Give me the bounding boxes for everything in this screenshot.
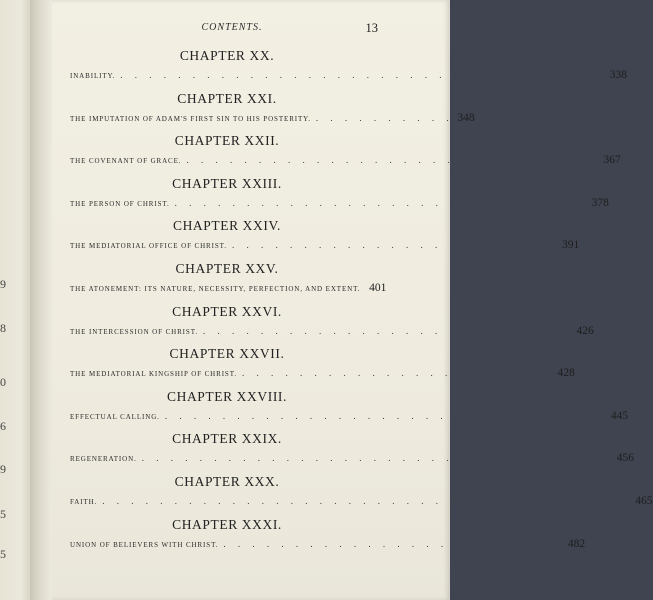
chapter-page-number: 378 [591, 196, 609, 209]
facing-page-digit: 0 [0, 375, 6, 389]
chapter-page-number: 426 [576, 324, 594, 337]
chapter-page-number: 367 [603, 154, 621, 167]
toc-line [70, 279, 387, 297]
dot-leader: . . . . . . . . . . . . . . . . . . . . . . . . . . . . . . . . . [141, 453, 613, 464]
chapter-title: THE ATONEMENT: ITS NATURE, NECESSITY, PERFECTION, AND EXTENT. [70, 284, 361, 293]
toc-line [70, 535, 586, 553]
dot-leader: . . . . . . . . . . . . . . . . . . . . . . . . . . . . . . . . . . [120, 70, 606, 80]
facing-page-digit: 8 [0, 321, 6, 335]
chapter-heading: CHAPTER XXVII. [169, 346, 285, 362]
toc-entry [70, 216, 580, 259]
chapter-page-number: 465 [635, 494, 653, 507]
chapter-page-number: 445 [610, 409, 629, 422]
chapter-heading: CHAPTER XXVI. [172, 303, 282, 319]
chapter-title: UNION OF BELIEVERS WITH CHRIST. [70, 540, 219, 549]
facing-page-digit: 6 [0, 419, 6, 433]
chapter-title: EFFECTUAL CALLING. [70, 412, 160, 421]
running-title: CONTENTS. [201, 22, 263, 33]
facing-page-digit: 5 [0, 547, 6, 561]
toc-line [70, 407, 629, 425]
toc-line [70, 194, 609, 212]
toc-line [70, 109, 475, 127]
chapter-page-number: 391 [561, 239, 580, 252]
toc-line [70, 322, 594, 340]
toc-line [70, 236, 580, 254]
toc-entry [70, 429, 634, 472]
dot-leader: . . . . . . . . . . . . . . . . . . . . . . [242, 368, 554, 379]
chapter-page-number: 482 [567, 537, 586, 550]
page-number: 13 [365, 21, 378, 35]
toc-line [70, 66, 627, 84]
dot-leader: . . . . . . . . . . . . . . . . . . . . . . . . . . . . . [174, 197, 588, 208]
toc-entry [70, 515, 586, 558]
chapter-title: THE MEDIATORIAL KINGSHIP OF CHRIST. [70, 370, 238, 379]
chapter-title: THE INTERCESSION OF CHRIST. [70, 327, 199, 336]
facing-page-digit: 9 [0, 277, 6, 291]
chapter-heading: CHAPTER XXVIII. [167, 388, 287, 404]
facing-page-digit: 5 [0, 507, 6, 521]
toc-line [70, 364, 575, 382]
toc-entry [70, 174, 609, 217]
chapter-heading: CHAPTER XXIX. [172, 431, 282, 447]
toc-entry [70, 46, 627, 89]
chapter-title: REGENERATION. [70, 455, 137, 464]
chapter-title: FAITH. [70, 497, 98, 506]
chapter-heading: CHAPTER XXXI. [172, 516, 282, 532]
chapter-page-number: 456 [616, 452, 634, 465]
toc-entry [70, 259, 387, 302]
dot-leader: . . . . . . . . . . . . . . . . . . . . . . . . [223, 538, 565, 549]
chapter-heading: CHAPTER XXV. [175, 260, 279, 276]
chapter-title: INABILITY. [70, 72, 116, 80]
chapter-title: THE MEDIATORIAL OFFICE OF CHRIST. [70, 242, 227, 251]
dot-leader: . . . . . . . . . . . . . . . . . . . . . . . [231, 240, 559, 251]
chapter-page-number: 338 [609, 69, 627, 81]
chapter-heading: CHAPTER XXIV. [172, 218, 282, 234]
toc-entry [70, 344, 575, 387]
chapter-page-number: 401 [369, 281, 387, 294]
toc-entry [70, 131, 621, 174]
dot-leader: . . . . . . . . . . . . . . . . . . . . . . . . . . . . . . . [164, 410, 608, 421]
chapter-heading: CHAPTER XX. [179, 48, 275, 63]
dot-leader: . . . . . . . . . . [315, 112, 454, 123]
chapter-heading: CHAPTER XXII. [174, 133, 280, 149]
facing-page-digit: 9 [0, 462, 6, 476]
dot-leader: . . . . . . . . . . . . . . . . . . . . . . . . . . . . . [186, 155, 600, 166]
chapter-heading: CHAPTER XXI. [177, 90, 277, 106]
toc-entry [70, 302, 594, 345]
dot-leader: . . . . . . . . . . . . . . . . . . . . . . . . . . . . . . . . . . . . . [102, 495, 632, 506]
toc-entry [70, 472, 653, 515]
book-gutter [30, 0, 52, 600]
facing-page-edge [0, 0, 30, 600]
running-head [52, 22, 450, 38]
chapter-page-number: 428 [557, 367, 575, 380]
toc-entry [70, 387, 629, 430]
chapter-title: THE PERSON OF CHRIST. [70, 199, 170, 208]
toc-entry [70, 89, 475, 132]
chapter-page-number: 348 [457, 111, 475, 124]
toc-line [70, 492, 653, 510]
chapter-title: THE COVENANT OF GRACE. [70, 157, 182, 166]
contents-page [52, 0, 653, 600]
toc-line [70, 151, 621, 169]
chapter-heading: CHAPTER XXX. [174, 473, 280, 489]
dot-leader: . . . . . . . . . . . . . . . . . . . . . . . . . . [203, 325, 573, 336]
toc-line [70, 449, 634, 467]
table-of-contents [70, 46, 653, 557]
chapter-heading: CHAPTER XXIII. [172, 175, 282, 191]
chapter-title: THE IMPUTATION OF ADAM'S FIRST SIN TO HIS POSTERITY. [70, 114, 311, 123]
